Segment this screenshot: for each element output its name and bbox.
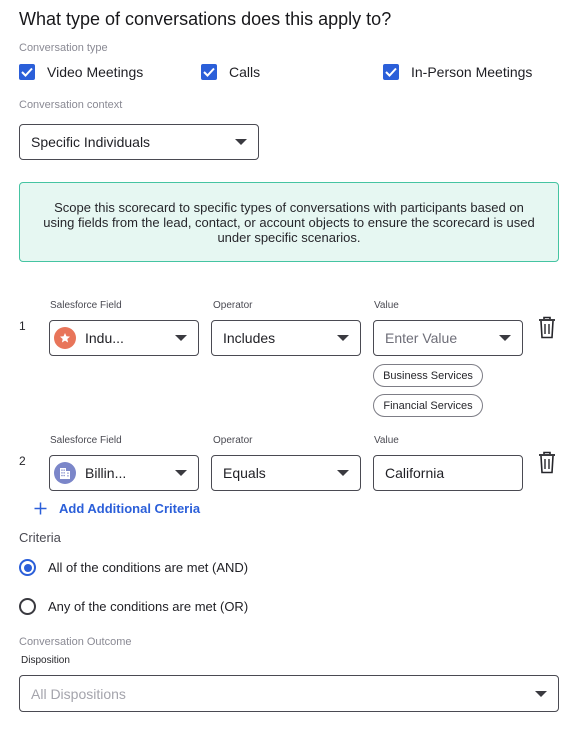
criteria-label: Criteria — [19, 530, 61, 545]
checkbox-label: Calls — [229, 64, 261, 80]
add-criteria-button[interactable] — [34, 501, 200, 516]
salesforce-field-select[interactable] — [49, 320, 199, 356]
select-value: Indu... — [85, 330, 124, 346]
conversation-type-label: Conversation type — [19, 42, 108, 54]
chevron-down-icon — [535, 691, 547, 697]
select-value: Billin... — [85, 465, 127, 481]
select-value: Specific Individuals — [31, 134, 151, 150]
building-icon — [54, 462, 76, 484]
select-value: Includes — [223, 330, 276, 346]
operator-label: Operator — [213, 300, 253, 311]
disposition-label: Disposition — [21, 655, 70, 666]
plus-icon — [34, 502, 47, 515]
chevron-down-icon — [337, 470, 349, 476]
info-banner — [19, 182, 559, 262]
value-text: California — [385, 465, 445, 481]
salesforce-field-label: Salesforce Field — [50, 300, 122, 311]
value-label: Value — [374, 435, 399, 446]
value-chip[interactable]: Business Services — [373, 364, 483, 387]
checkbox-checked-icon — [383, 64, 399, 80]
chevron-down-icon — [235, 139, 247, 145]
trash-icon[interactable] — [537, 316, 557, 340]
operator-select[interactable] — [211, 455, 361, 491]
conversation-context-select[interactable] — [19, 124, 259, 160]
radio-any-conditions[interactable] — [19, 598, 248, 615]
value-label: Value — [374, 300, 399, 311]
operator-label: Operator — [213, 435, 253, 446]
select-value: Equals — [223, 465, 266, 481]
radio-all-conditions[interactable] — [19, 559, 248, 576]
checkbox-label: Video Meetings — [47, 64, 144, 80]
page-title: What type of conversations does this apply to? — [19, 9, 392, 29]
checkbox-in-person-meetings[interactable] — [383, 64, 532, 80]
value-select[interactable] — [373, 320, 523, 356]
value-chip[interactable]: Financial Services — [373, 394, 483, 417]
add-criteria-label: Add Additional Criteria — [59, 501, 201, 516]
select-placeholder: All Dispositions — [31, 685, 126, 702]
info-text: Scope this scorecard to specific types of conversations with participants based on using fields from the lead, contact, or account objects to ensure the scorecard is used under specific scenarios. — [43, 199, 535, 245]
checkbox-label: In-Person Meetings — [411, 64, 533, 80]
star-icon — [54, 327, 76, 349]
conversation-outcome-label: Conversation Outcome — [19, 636, 132, 648]
criteria-row-number: 2 — [19, 454, 26, 468]
value-input[interactable] — [373, 455, 523, 491]
chevron-down-icon — [337, 335, 349, 341]
radio-selected-icon — [19, 559, 36, 576]
salesforce-field-label: Salesforce Field — [50, 435, 122, 446]
checkbox-video-meetings[interactable] — [19, 64, 143, 80]
operator-select[interactable] — [211, 320, 361, 356]
chevron-down-icon — [175, 335, 187, 341]
conversation-context-label: Conversation context — [19, 99, 123, 111]
checkbox-checked-icon — [201, 64, 217, 80]
radio-unselected-icon — [19, 598, 36, 615]
value-placeholder: Enter Value — [385, 330, 458, 346]
disposition-select[interactable] — [19, 675, 559, 712]
salesforce-field-select[interactable] — [49, 455, 199, 491]
checkbox-calls[interactable] — [201, 64, 260, 80]
radio-label: All of the conditions are met (AND) — [48, 560, 249, 575]
criteria-row-number: 1 — [19, 319, 26, 333]
chevron-down-icon — [175, 470, 187, 476]
trash-icon[interactable] — [537, 451, 557, 475]
checkbox-checked-icon — [19, 64, 35, 80]
chevron-down-icon — [499, 335, 511, 341]
radio-label: Any of the conditions are met (OR) — [48, 599, 249, 614]
